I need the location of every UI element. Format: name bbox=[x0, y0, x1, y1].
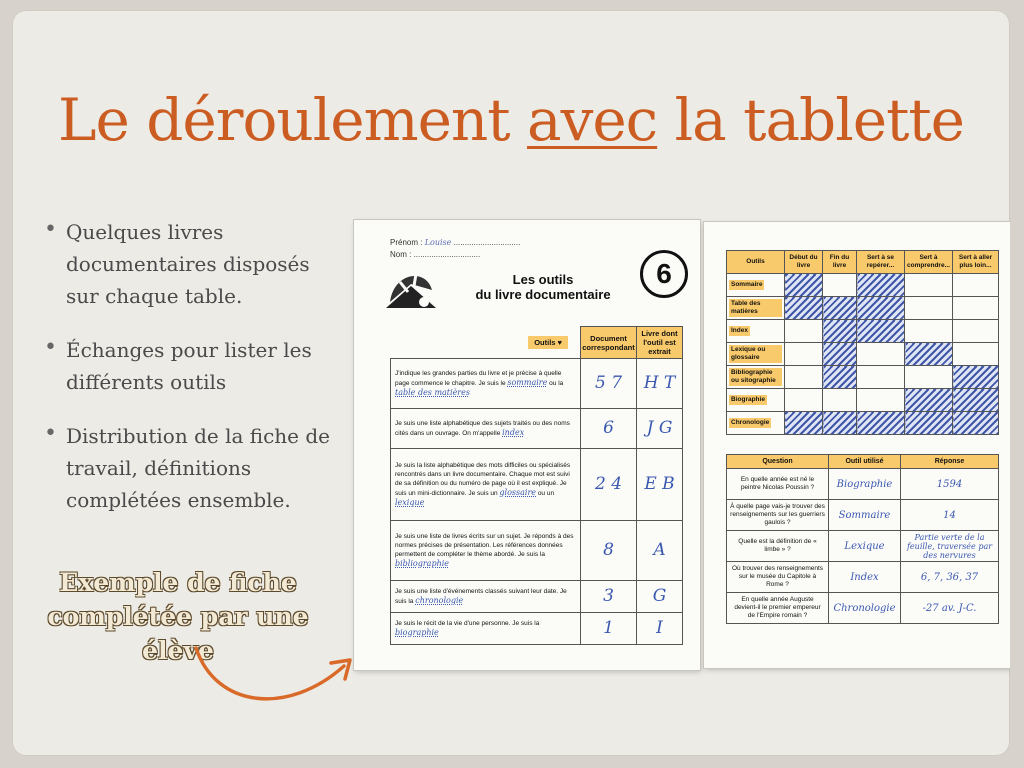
table-row: Je suis une liste alphabétique des sujets traités ou des noms cités dans un ouvrage. On m'appelle index 6 J G bbox=[391, 409, 683, 449]
tool-label: Biographie bbox=[731, 396, 765, 403]
empty-cell bbox=[953, 320, 999, 343]
hatched-cell bbox=[857, 297, 905, 320]
table-header-row: Outils ♥ Document correspondant Livre dont l'outil est extrait bbox=[391, 327, 683, 359]
empty-cell bbox=[953, 297, 999, 320]
table-row: Je suis une liste de livres écrits sur un sujet. Je réponds à des normes précises de présentation. Les références données permettent de compléter le thème abordé. Je suis la bibliographie 8 A bbox=[391, 521, 683, 581]
table-row bbox=[727, 366, 999, 389]
table-row: J'indique les grandes parties du livre et je précise à quelle page commence le chapitre. Je suis le sommaire ou la table des matières 5 7 H T bbox=[391, 359, 683, 409]
title-underlined-word: avec bbox=[527, 86, 658, 154]
empty-cell bbox=[857, 366, 905, 389]
table-row: En quelle année Auguste devient-il le premier empereur de l'Empire romain ? Chronologie -27 av. J-C. bbox=[727, 593, 999, 624]
hatched-cell bbox=[823, 366, 857, 389]
worksheet-photo-2 bbox=[704, 222, 1010, 668]
empty-cell bbox=[953, 343, 999, 366]
tool-label: Chronologie bbox=[731, 419, 770, 426]
empty-cell bbox=[857, 343, 905, 366]
table-row: Quelle est la définition de « limbe » ? Lexique Partie verte de la feuille, traversée par des nervures bbox=[727, 531, 999, 562]
worksheet-number-badge: 6 bbox=[640, 250, 688, 298]
table-row bbox=[727, 297, 999, 320]
nom-line: Nom : .............................. bbox=[390, 250, 481, 259]
example-caption: Exemple de fiche complétée par une élève bbox=[47, 568, 309, 665]
slide bbox=[12, 10, 1010, 756]
tools-usage-grid bbox=[726, 250, 999, 435]
table-row bbox=[727, 343, 999, 366]
hatched-cell bbox=[953, 366, 999, 389]
tools-definition-table bbox=[390, 326, 683, 645]
table-header-row: Outils Début du livre Fin du livre Sert à se repérer... Sert à comprendre... Sert à aller plus loin... bbox=[727, 251, 999, 274]
hatched-cell bbox=[953, 412, 999, 435]
tool-label: Index bbox=[731, 327, 748, 334]
empty-cell bbox=[785, 389, 823, 412]
hatched-cell bbox=[785, 274, 823, 297]
empty-cell bbox=[785, 343, 823, 366]
table-row: Je suis une liste d'événements classés suivant leur date. Je suis la chronologie 3 G bbox=[391, 581, 683, 613]
questions-table bbox=[726, 454, 999, 624]
tool-label: Sommaire bbox=[731, 281, 763, 288]
table-header-row: Question Outil utilisé Réponse bbox=[727, 455, 999, 469]
table-row: Je suis la liste alphabétique des mots difficiles ou spécialisés rencontrés dans un livre documentaire. Chaque mot est suivi de sa définition ou du numéro de page où il est expliqué. Je suis un mini-dictionnaire. Je suis un glossaire ou un lexique 2 4 E B bbox=[391, 449, 683, 521]
prenom-value: Louise bbox=[424, 238, 452, 247]
hatched-cell bbox=[905, 412, 953, 435]
empty-cell bbox=[823, 389, 857, 412]
hatched-cell bbox=[785, 412, 823, 435]
empty-cell bbox=[905, 320, 953, 343]
hatched-cell bbox=[857, 320, 905, 343]
table-row bbox=[727, 412, 999, 435]
empty-cell bbox=[857, 389, 905, 412]
empty-cell bbox=[953, 274, 999, 297]
title-text-1: Le déroulement bbox=[57, 86, 528, 154]
empty-cell bbox=[785, 366, 823, 389]
hatched-cell bbox=[823, 320, 857, 343]
empty-cell bbox=[823, 274, 857, 297]
table-row: En quelle année est né le peintre Nicolas Poussin ? Biographie 1594 bbox=[727, 469, 999, 500]
hatched-cell bbox=[905, 389, 953, 412]
empty-cell bbox=[905, 274, 953, 297]
hatched-cell bbox=[905, 343, 953, 366]
book-icon bbox=[380, 262, 442, 316]
hatched-cell bbox=[823, 343, 857, 366]
table-row: Où trouver des renseignements sur le musée du Capitole à Rome ? Index 6, 7, 36, 37 bbox=[727, 562, 999, 593]
table-row: Je suis le récit de la vie d'une personne. Je suis la biographie 1 I bbox=[391, 613, 683, 645]
tool-label: Table des matières bbox=[729, 299, 782, 317]
tool-label: Lexique ou glossaire bbox=[729, 345, 782, 363]
hatched-cell bbox=[823, 412, 857, 435]
empty-cell bbox=[905, 297, 953, 320]
hatched-cell bbox=[953, 389, 999, 412]
bullet-item: • Quelques livres documentaires disposés sur chaque table. bbox=[36, 216, 346, 312]
bullet-list bbox=[36, 216, 346, 538]
empty-cell bbox=[785, 320, 823, 343]
hatched-cell bbox=[857, 412, 905, 435]
slide-title bbox=[12, 86, 1010, 154]
hatched-cell bbox=[823, 297, 857, 320]
title-text-2: la tablette bbox=[657, 86, 965, 154]
table-row bbox=[727, 389, 999, 412]
worksheet-title: Les outils du livre documentaire bbox=[475, 272, 611, 302]
table-row: À quelle page vais-je trouver des renseignements sur les guerriers gaulois ? Sommaire 14 bbox=[727, 500, 999, 531]
empty-cell bbox=[905, 366, 953, 389]
tool-label: Bibliographie ou sitographie bbox=[729, 368, 782, 386]
table-row bbox=[727, 274, 999, 297]
hatched-cell bbox=[857, 274, 905, 297]
bullet-item: • Distribution de la fiche de travail, définitions complétées ensemble. bbox=[36, 420, 346, 516]
bullet-item: • Échanges pour lister les différents outils bbox=[36, 334, 346, 398]
curved-arrow-icon bbox=[192, 646, 362, 716]
prenom-line: Prénom : Louise .............................. bbox=[390, 238, 521, 247]
worksheet-photo-1 bbox=[354, 220, 700, 670]
table-row bbox=[727, 320, 999, 343]
hatched-cell bbox=[785, 297, 823, 320]
